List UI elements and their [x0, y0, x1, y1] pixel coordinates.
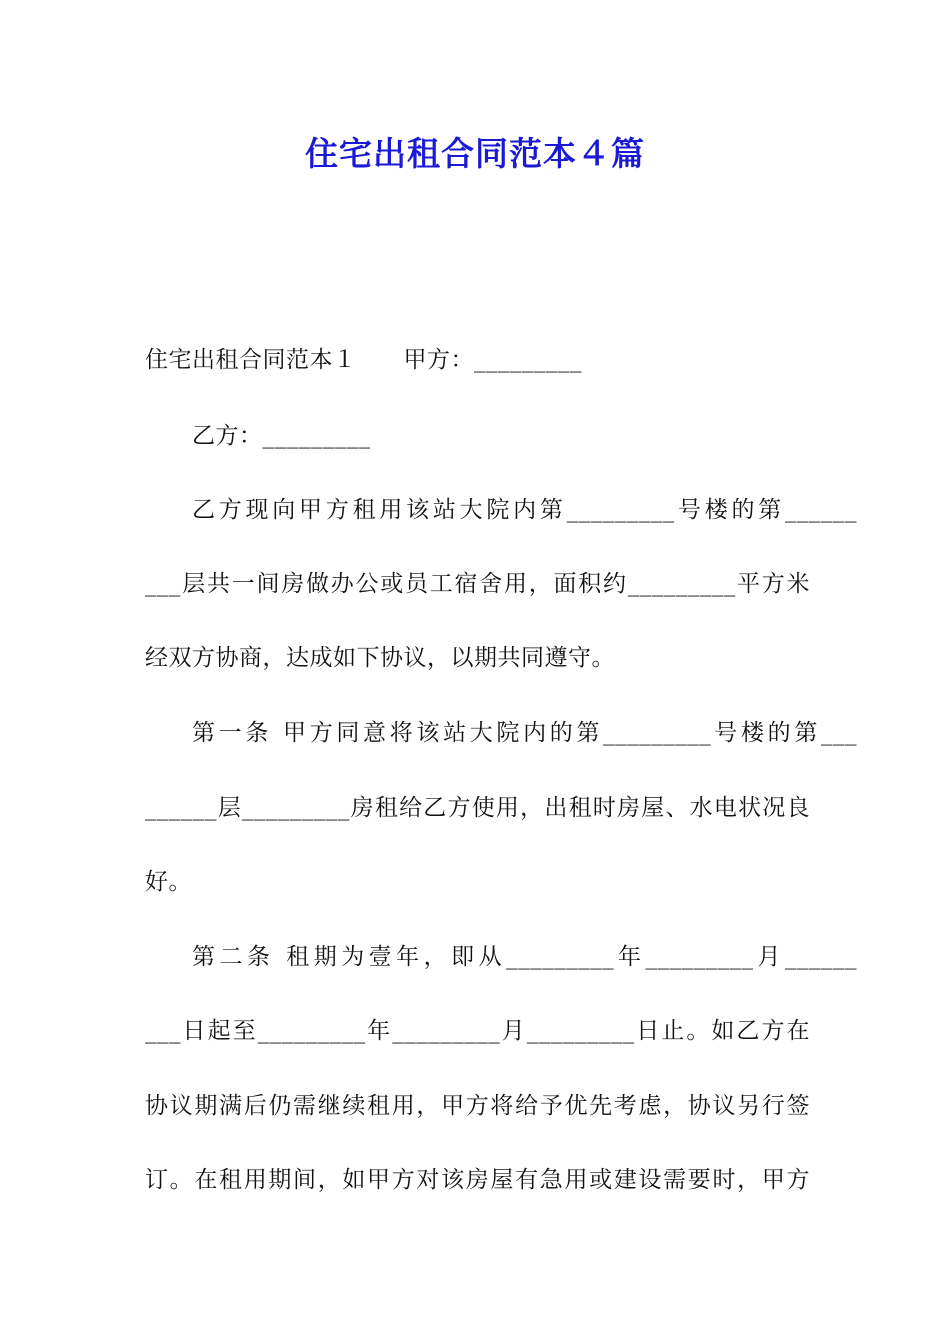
article-1-line: 好。 — [145, 869, 192, 895]
paragraph-line: ___层共一间房做办公或员工宿舍用，面积约_________平方米 — [145, 571, 810, 597]
contract-heading-line: 住宅出租合同范本１ 甲方：_________ — [145, 347, 582, 373]
article-2-line: ___日起至_________年_________月_________日止。如乙方在 — [145, 1018, 810, 1044]
party-b-line: 乙方：_________ — [192, 423, 371, 449]
document-title: 住宅出租合同范本４篇 — [305, 134, 645, 173]
article-2-line: 协议期满后仍需继续租用，甲方将给予优先考虑，协议另行签 — [145, 1093, 810, 1119]
paragraph-line: 乙方现向甲方租用该站大院内第_________号楼的第______ — [192, 497, 857, 523]
article-2-line: 订。在租用期间，如甲方对该房屋有急用或建设需要时，甲方 — [145, 1167, 810, 1193]
paragraph-line: 经双方协商，达成如下协议，以期共同遵守。 — [145, 645, 615, 671]
article-2-line: 第二条 租期为壹年，即从_________年_________月______ — [192, 944, 857, 970]
article-1-line: ______层_________房租给乙方使用，出租时房屋、水电状况良 — [145, 795, 810, 821]
article-1-line: 第一条 甲方同意将该站大院内的第_________号楼的第___ — [192, 720, 857, 746]
